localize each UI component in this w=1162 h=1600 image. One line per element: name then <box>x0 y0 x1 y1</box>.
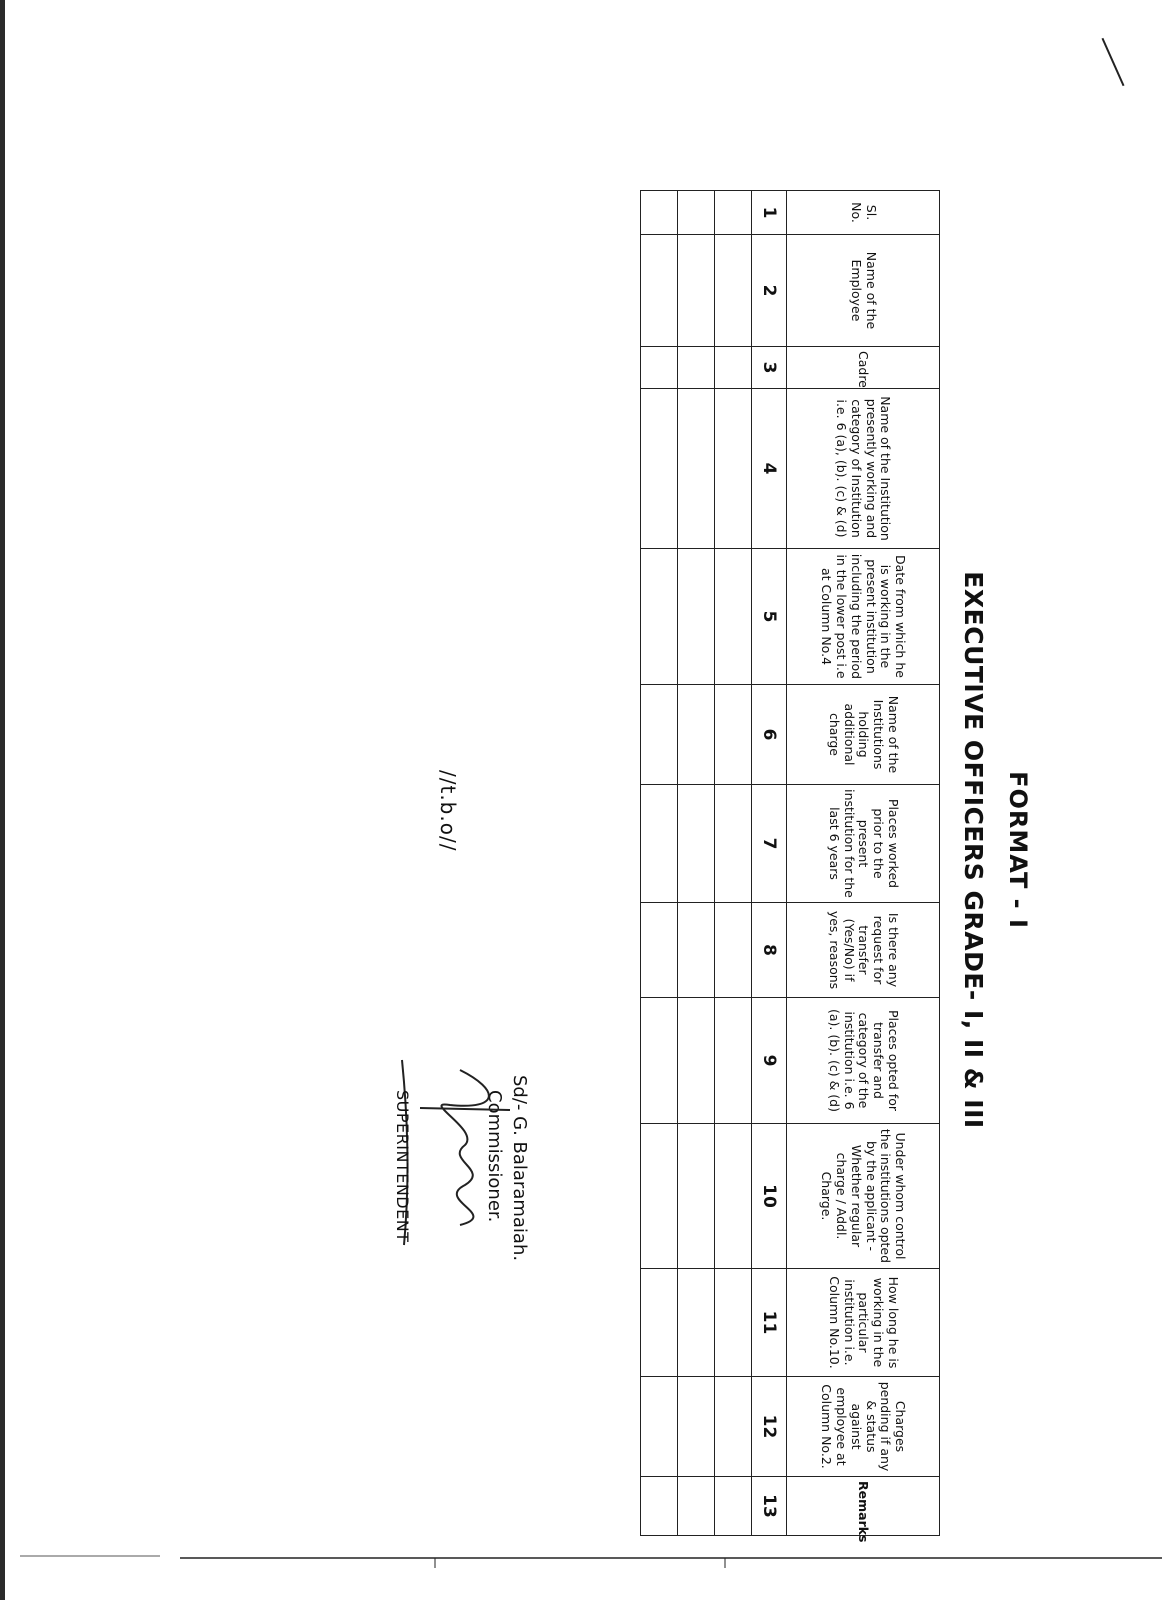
proforma-table <box>640 190 940 1543</box>
col-institution-present: Name of the Institution presently working and category of Institution i.e. 6 (a), (b). (c) & (d) <box>787 389 940 549</box>
col-number: 11 <box>752 1269 787 1377</box>
col-charges-pending: Charges pending if any & status against employee at Column No.2. <box>787 1377 940 1477</box>
title-block <box>959 170 1040 1530</box>
col-employee-name: Name of the Employee <box>787 235 940 347</box>
col-number: 8 <box>752 903 787 998</box>
col-number: 6 <box>752 685 787 785</box>
col-remarks: Remarks <box>787 1477 940 1536</box>
footer-rule <box>0 1548 1162 1600</box>
col-number: 4 <box>752 389 787 549</box>
col-working-since: Date from which he is working in the present institution including the period in the lower post i.e at Column No.4 <box>787 549 940 685</box>
col-number: 9 <box>752 998 787 1124</box>
col-duration: How long he is working in the particular institution i.e. Column No.10. <box>787 1269 940 1377</box>
table-row <box>678 191 715 1536</box>
main-title: EXECUTIVE OFFICERS GRADE- I, II & III <box>959 571 988 1129</box>
header-row <box>787 191 940 1536</box>
col-places-prior: Places worked prior to the present institution for the last 6 years <box>787 785 940 903</box>
col-number: 7 <box>752 785 787 903</box>
signatory-name: Sd/- G. Balaramaiah. <box>509 1075 530 1262</box>
col-cadre: Cadre <box>787 347 940 389</box>
table-row <box>715 191 752 1536</box>
tbo-note: //t.b.o// <box>436 770 460 852</box>
col-number: 13 <box>752 1477 787 1536</box>
column-number-row <box>752 191 787 1536</box>
col-number: 10 <box>752 1124 787 1269</box>
col-sl-no: Sl. No. <box>787 191 940 235</box>
table-row <box>641 191 678 1536</box>
rotated-sheet <box>393 170 1040 1570</box>
signatory-designation: Commissioner. <box>484 1090 505 1223</box>
col-number: 5 <box>752 549 787 685</box>
col-number: 1 <box>752 191 787 235</box>
col-number: 3 <box>752 347 787 389</box>
pen-mark <box>1102 38 1125 86</box>
col-transfer-request: Is there any request for transfer (Yes/No) if yes, reasons <box>787 903 940 998</box>
col-control-authority: Under whom control the institutions opted by the applicant - Whether regular charge / Addl. Charge. <box>787 1124 940 1269</box>
scan-edge-strip <box>0 0 5 1600</box>
col-number: 12 <box>752 1377 787 1477</box>
col-additional-charge: Name of the Institutions holding additional charge <box>787 685 940 785</box>
attestation-label: SUPERINTENDENT <box>393 1090 412 1243</box>
format-title: FORMAT - I <box>1004 771 1032 929</box>
col-number: 2 <box>752 235 787 347</box>
col-places-opted: Places opted for transfer and category of the institution i.e. 6 (a). (b). (c) & (d) <box>787 998 940 1124</box>
